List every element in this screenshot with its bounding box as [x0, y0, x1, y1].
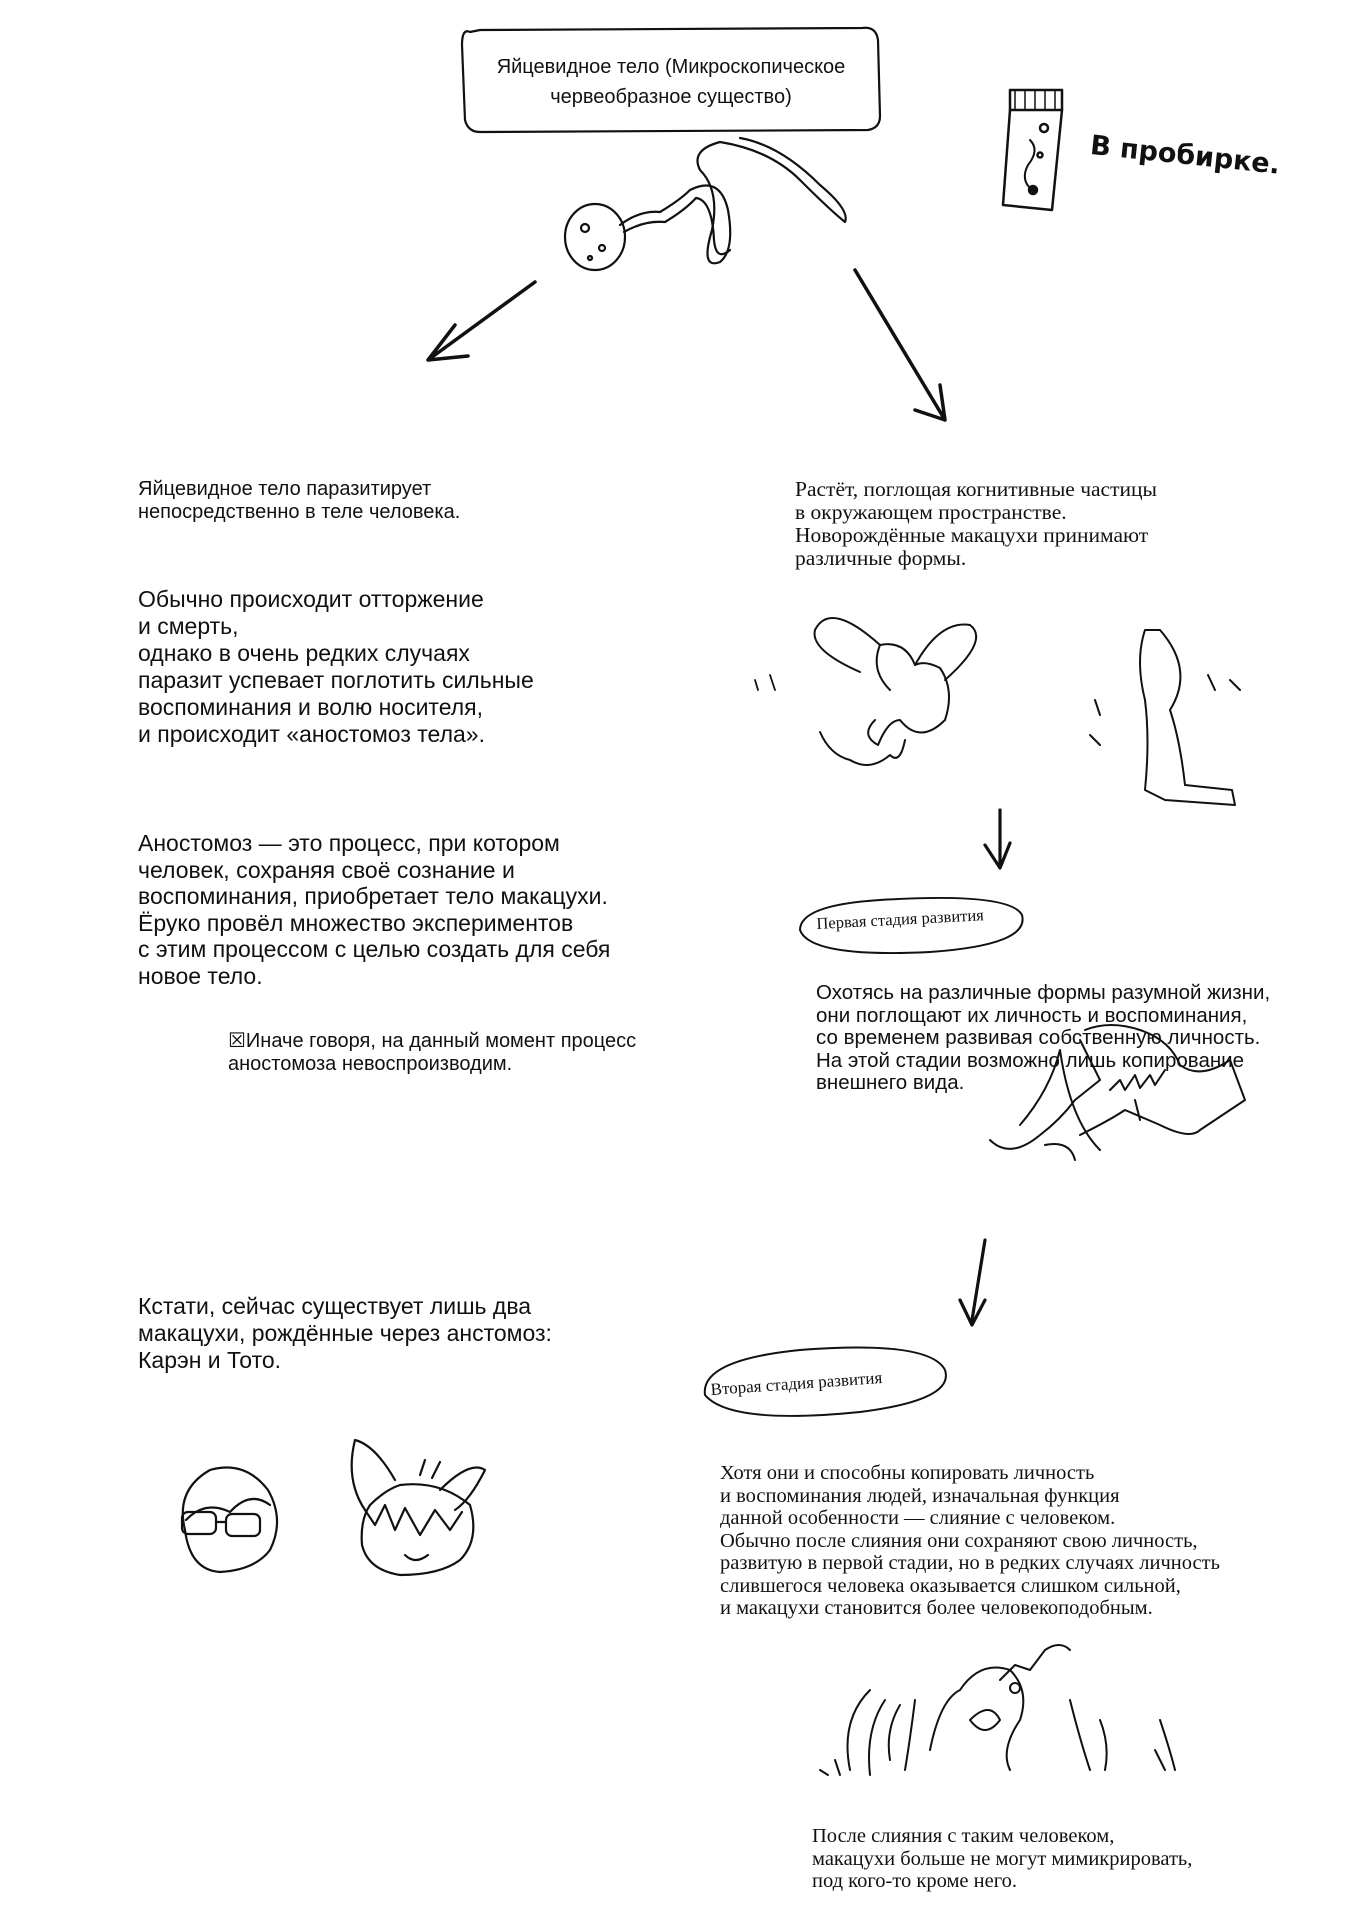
stage2-creature-drawing: [820, 1645, 1175, 1775]
karen-face-drawing: [182, 1468, 277, 1573]
right-growth-text: Растёт, поглощая когнитивные частицы в окружающем пространстве. Новорождённые макацухи принимают различные формы.: [795, 477, 1157, 570]
right-stage1-text: Охотясь на различные формы разумной жизни, они поглощают их личность и воспоминания, со временем развивая собственную личность. На этой стадии возможно лишь копирование внешнего вида.: [816, 981, 1271, 1094]
left-note-text: ☒Иначе говоря, на данный момент процесс аностомоза невоспроизводим.: [228, 1030, 637, 1075]
right-after-merge-text: После слияния с таким человеком, макацухи больше не могут мимикрировать, под кого-то кроме него.: [812, 1825, 1193, 1892]
newborn-forms-drawing: [755, 618, 1240, 805]
arrow-left-down: [428, 282, 535, 360]
stage2-label: Вторая стадия развития: [710, 1368, 883, 1399]
arrow-to-stage2: [960, 1240, 985, 1325]
test-tube-drawing: [1003, 90, 1062, 210]
egg-body-title: Яйцевидное тело (Микроскопическое червеобразное существо): [496, 56, 846, 108]
right-stage2-text: Хотя они и способны копировать личность и воспоминания людей, изначальная функция данной особенности — слияние с человеком. Обычно после слияния они сохраняют свою личность, развитую в первой стадии, но в редких случаях личность слившегося человека оказывается слишком сильной, и макацухи становится более человекоподобным.: [720, 1462, 1220, 1619]
left-rejection-text: Обычно происходит отторжение и смерть, однако в очень редких случаях паразит успевает поглотить сильные воспоминания и волю носителя, и происходит «аностомоз тела».: [138, 586, 534, 747]
left-karen-toto-text: Кстати, сейчас существует лишь два макацухи, рождённые через анстомоз: Карэн и Тото.: [138, 1293, 552, 1373]
left-anastomosis-text: Аностомоз — это процесс, при котором человек, сохраняя своё сознание и воспоминания, приобретает тело макацухи. Ёруко провёл множество экспериментов с этим процессом с целью создать для себя новое тело.: [138, 830, 611, 989]
arrow-to-stage1: [985, 810, 1010, 868]
egg-body-drawing: [565, 138, 846, 270]
left-parasite-text: Яйцевидное тело паразитирует непосредственно в теле человека.: [138, 478, 461, 523]
test-tube-label: В пробирке.: [1088, 130, 1282, 181]
arrow-right-down: [855, 270, 945, 420]
stage1-label: Первая стадия развития: [816, 905, 985, 933]
toto-face-drawing: [352, 1440, 485, 1575]
